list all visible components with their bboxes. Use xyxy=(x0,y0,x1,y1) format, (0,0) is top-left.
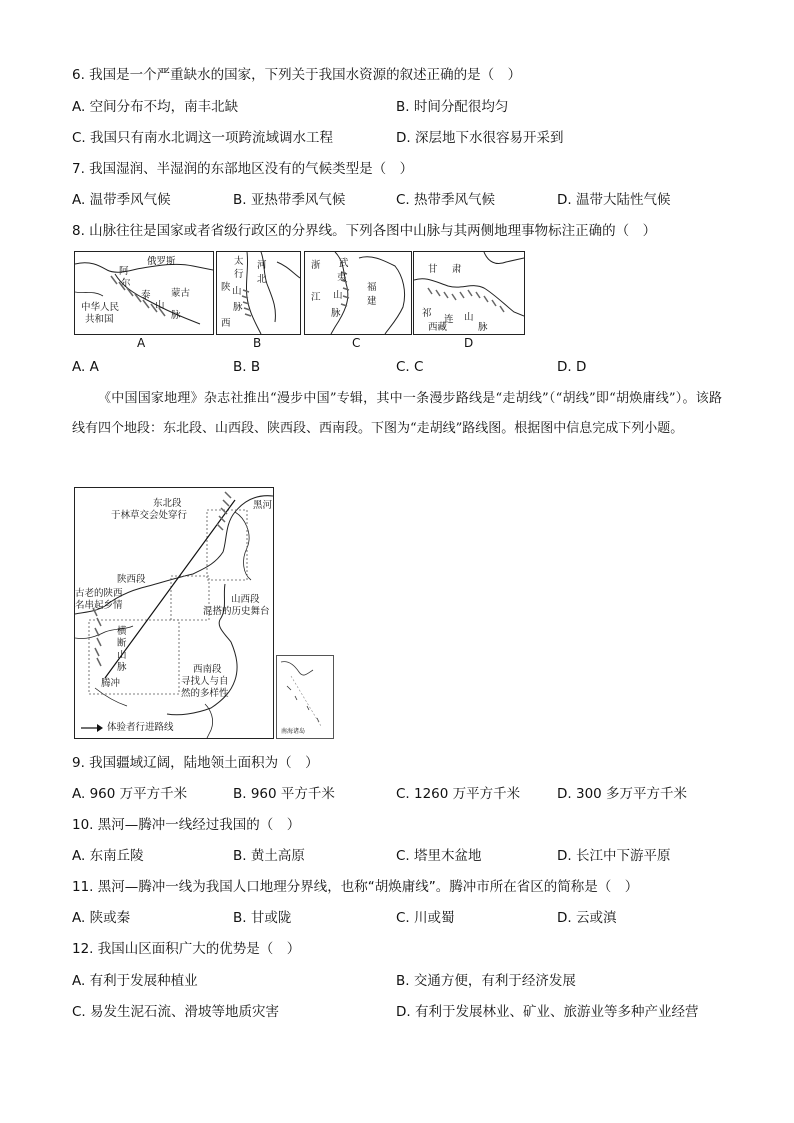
map-c xyxy=(304,251,412,335)
map-b-label-6: 河 xyxy=(257,260,267,271)
map-b-label-2: 陕 xyxy=(221,282,231,293)
route-label-hengduan-1: 断 xyxy=(117,638,127,649)
route-label-legend: 体验者行进路线 xyxy=(107,722,174,733)
map-b-label-0: 太 xyxy=(234,256,244,267)
map-c-label-6: 福 xyxy=(367,282,377,293)
map-c-caption: C xyxy=(352,336,361,350)
map-a-label-3: 泰 xyxy=(141,290,151,301)
q12-option-d: D. 有利于发展林业、矿业、旅游业等多种产业经营 xyxy=(396,1004,699,1020)
q9-option-a: A. 960 万平方千米 xyxy=(72,786,188,802)
map-a-label-5: 脉 xyxy=(171,310,181,321)
q11-option-b: B. 甘或陇 xyxy=(233,910,292,926)
route-map xyxy=(74,487,274,739)
q8-option-c: C. C xyxy=(396,359,424,375)
q7-option-c: C. 热带季风气候 xyxy=(396,192,496,208)
map-d-caption: D xyxy=(464,336,474,350)
map-c-label-2: 夷 xyxy=(337,272,347,283)
q7-option-d: D. 温带大陆性气候 xyxy=(557,192,671,208)
q8-option-b: B. B xyxy=(233,359,261,375)
map-b xyxy=(216,251,301,335)
q6-option-b: B. 时间分配很均匀 xyxy=(396,99,509,115)
route-label-northeast-desc: 于林草交会处穿行 xyxy=(111,510,188,521)
route-label-hengduan-3: 脉 xyxy=(117,662,127,673)
q11-option-a: A. 陕或秦 xyxy=(72,910,131,926)
q7-stem: 7. 我国湿润、半湿润的东部地区没有的气候类型是（ ） xyxy=(72,161,414,177)
q7-option-b: B. 亚热带季风气候 xyxy=(233,192,346,208)
map-d-label-0: 甘 xyxy=(428,264,438,275)
map-c-label-7: 建 xyxy=(367,296,377,307)
map-d-label-2: 祁 xyxy=(422,308,432,319)
map-a-label-russia: 俄罗斯 xyxy=(147,256,176,267)
q6-option-c: C. 我国只有南水北调这一项跨流域调水工程 xyxy=(72,130,334,146)
route-label-southwest-desc2: 然的多样性 xyxy=(181,688,229,699)
map-a-label-mongolia: 蒙古 xyxy=(171,288,191,299)
map-d-label-1: 肃 xyxy=(452,264,462,275)
map-c-label-1: 武 xyxy=(339,258,349,269)
q11-stem: 11. 黑河—腾冲一线为我国人口地理分界线，也称“胡焕庸线”。腾冲市所在省区的简称是（ ） xyxy=(72,879,639,895)
q9-option-d: D. 300 多万平方千米 xyxy=(557,786,688,802)
inset-map-label: 南海诸岛 xyxy=(281,728,306,735)
q9-option-b: B. 960 平方千米 xyxy=(233,786,335,802)
q10-option-a: A. 东南丘陵 xyxy=(72,848,144,864)
map-c-label-5: 脉 xyxy=(331,308,341,319)
route-label-shaanxi-desc2: 名串起乡情 xyxy=(75,600,123,611)
map-c-label-3: 江 xyxy=(311,292,321,303)
map-d-label-3: 连 xyxy=(444,314,454,325)
route-label-tengchong: 腾冲 xyxy=(101,678,121,689)
map-a-label-4: 山 xyxy=(155,300,165,311)
q12-option-b: B. 交通方便，有利于经济发展 xyxy=(396,973,576,989)
q10-option-c: C. 塔里木盆地 xyxy=(396,848,482,864)
q6-option-d: D. 深层地下水很容易开采到 xyxy=(396,130,564,146)
q12-option-c: C. 易发生泥石流、滑坡等地质灾害 xyxy=(72,1004,280,1020)
map-d-label-4: 山 xyxy=(464,312,474,323)
q10-option-d: D. 长江中下游平原 xyxy=(557,848,671,864)
q8-option-a: A. A xyxy=(72,359,99,375)
map-b-label-4: 西 xyxy=(221,318,231,329)
q10-stem: 10. 黑河—腾冲一线经过我国的（ ） xyxy=(72,817,301,833)
map-a-label-prc1: 中华人民 xyxy=(81,302,120,313)
map-b-caption: B xyxy=(253,336,262,350)
map-c-label-4: 山 xyxy=(333,290,343,301)
route-label-shanxi-desc: 混搭的历史舞台 xyxy=(203,606,270,617)
map-b-label-3: 山 xyxy=(232,286,242,297)
q12-stem: 12. 我国山区面积广大的优势是（ ） xyxy=(72,941,301,957)
route-label-hengduan-0: 横 xyxy=(117,626,127,637)
q9-option-c: C. 1260 万平方千米 xyxy=(396,786,521,802)
map-b-label-5: 脉 xyxy=(233,302,243,313)
q7-option-a: A. 温带季风气候 xyxy=(72,192,171,208)
map-b-label-7: 北 xyxy=(257,274,267,285)
q8-stem: 8. 山脉往往是国家或者省级行政区的分界线。下列各图中山脉与其两侧地理事物标注正确的（ ） xyxy=(72,223,657,239)
route-label-southwest: 西南段 xyxy=(193,664,222,675)
q11-option-d: D. 云或滇 xyxy=(557,910,617,926)
map-d xyxy=(413,251,525,335)
map-a-caption: A xyxy=(137,336,146,350)
q12-option-a: A. 有利于发展种植业 xyxy=(72,973,198,989)
map-a-label-1: 阿 xyxy=(119,266,129,277)
q11-option-c: C. 川或蜀 xyxy=(396,910,455,926)
passage: 《中国国家地理》杂志社推出“漫步中国”专辑，其中一条漫步路线是“走胡线”（“胡线”即“胡焕庸线”）。该路线有四个地段：东北段、山西段、陕西段、西南段。下图为“走胡线”路线图。根据图中信息完成下列小题。 xyxy=(72,391,722,436)
route-label-shaanxi: 陕西段 xyxy=(117,574,146,585)
route-label-hengduan-2: 山 xyxy=(117,650,127,661)
q9-stem: 9. 我国疆域辽阔，陆地领土面积为（ ） xyxy=(72,755,319,771)
inset-map xyxy=(276,655,334,739)
map-c-label-0: 浙 xyxy=(311,260,321,271)
route-label-shanxi: 山西段 xyxy=(231,594,260,605)
q6-stem: 6. 我国是一个严重缺水的国家，下列关于我国水资源的叙述正确的是（ ） xyxy=(72,67,522,83)
map-a-label-2: 尔 xyxy=(121,278,131,289)
q10-option-b: B. 黄土高原 xyxy=(233,848,305,864)
route-label-southwest-desc1: 寻找人与自 xyxy=(181,676,229,687)
map-d-label-6: 西藏 xyxy=(428,322,448,333)
route-label-heihe: 黑河 xyxy=(253,500,273,511)
map-a-label-prc2: 共和国 xyxy=(85,314,114,325)
q8-option-d: D. D xyxy=(557,359,587,375)
route-label-northeast: 东北段 xyxy=(153,498,182,509)
map-a xyxy=(74,251,214,335)
q6-option-a: A. 空间分布不均，南丰北缺 xyxy=(72,99,239,115)
map-b-label-1: 行 xyxy=(234,269,244,280)
route-label-shaanxi-desc1: 古老的陕西 xyxy=(75,588,123,599)
map-d-label-5: 脉 xyxy=(478,322,488,333)
